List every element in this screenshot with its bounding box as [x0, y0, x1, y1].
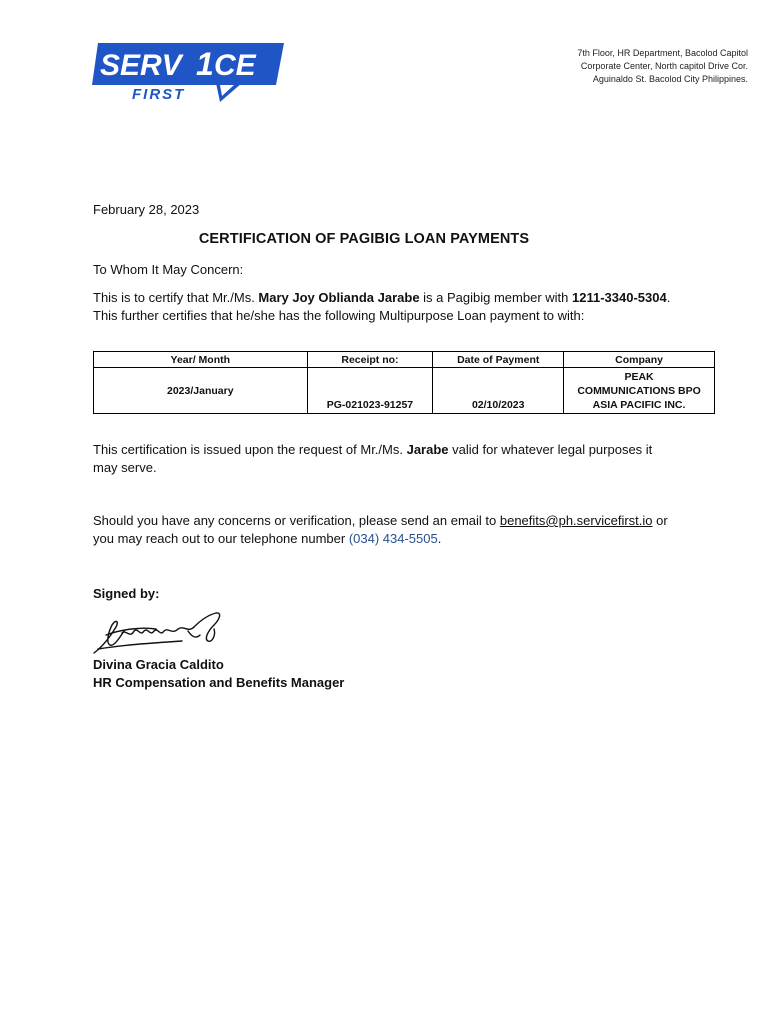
member-surname: Jarabe: [406, 442, 449, 457]
email-link[interactable]: benefits@ph.servicefirst.io: [499, 513, 653, 528]
member-number: 1211-3340-5304: [572, 290, 667, 305]
document-title: CERTIFICATION OF PAGIBIG LOAN PAYMENTS: [198, 231, 530, 247]
signatory: [93, 656, 344, 692]
loan-payment-table: [93, 351, 715, 414]
para-text: This further certifies that he/she has the following Multipurpose Loan payment to with:: [93, 308, 585, 323]
handwritten-signature: [92, 609, 224, 657]
purpose-paragraph: [93, 441, 652, 477]
company-address: [577, 47, 748, 86]
para-text: .: [666, 290, 671, 305]
certification-paragraph: [93, 289, 670, 325]
logo-number-one: 1: [196, 46, 214, 82]
table-row: [94, 368, 715, 414]
para-text: or: [652, 513, 668, 528]
cell-company: [564, 368, 715, 414]
signatory-position: HR Compensation and Benefits Manager: [93, 675, 345, 690]
letter-date: February 28, 2023: [93, 202, 200, 217]
cell-payment-date: 02/10/2023: [433, 368, 564, 414]
para-text: .: [437, 531, 442, 546]
signed-by-label: Signed by:: [93, 586, 160, 601]
address-line: Aguinaldo St. Bacolod City Philippines.: [592, 74, 748, 84]
para-text: Should you have any concerns or verification, please send an email to: [93, 513, 500, 528]
para-text: may serve.: [93, 460, 157, 475]
para-text: is a Pagibig member with: [419, 290, 572, 305]
salutation: To Whom It May Concern:: [93, 262, 244, 277]
address-line: 7th Floor, HR Department, Bacolod Capitol: [577, 48, 748, 58]
logo-word-first: FIRST: [132, 86, 186, 103]
column-header: Receipt no:: [307, 352, 433, 368]
member-name: Mary Joy Oblianda Jarabe: [258, 290, 420, 305]
column-header: Date of Payment: [433, 352, 564, 368]
logo-word-ce: CE: [214, 49, 256, 82]
phone-number: (034) 434-5505: [348, 531, 438, 546]
address-line: Corporate Center, North capitol Drive Cor.: [580, 61, 748, 71]
para-text: This certification is issued upon the request of Mr./Ms.: [93, 442, 407, 457]
cell-receipt-no: PG-021023-91257: [307, 368, 433, 414]
para-text: you may reach out to our telephone number: [93, 531, 349, 546]
signatory-name: Divina Gracia Caldito: [93, 657, 224, 672]
table-header-row: [94, 352, 715, 368]
company-line: COMMUNICATIONS BPO: [577, 384, 701, 397]
logo-word-serv: SERV: [100, 49, 182, 82]
company-line: ASIA PACIFIC INC.: [592, 398, 686, 411]
column-header: Year/ Month: [94, 352, 308, 368]
contact-paragraph: [93, 512, 668, 548]
para-text: valid for whatever legal purposes it: [448, 442, 653, 457]
service-first-logo: [92, 41, 284, 103]
para-text: This is to certify that Mr./Ms.: [93, 290, 259, 305]
column-header: Company: [564, 352, 715, 368]
company-line: PEAK: [624, 370, 654, 383]
cell-year-month: 2023/January: [94, 368, 308, 414]
